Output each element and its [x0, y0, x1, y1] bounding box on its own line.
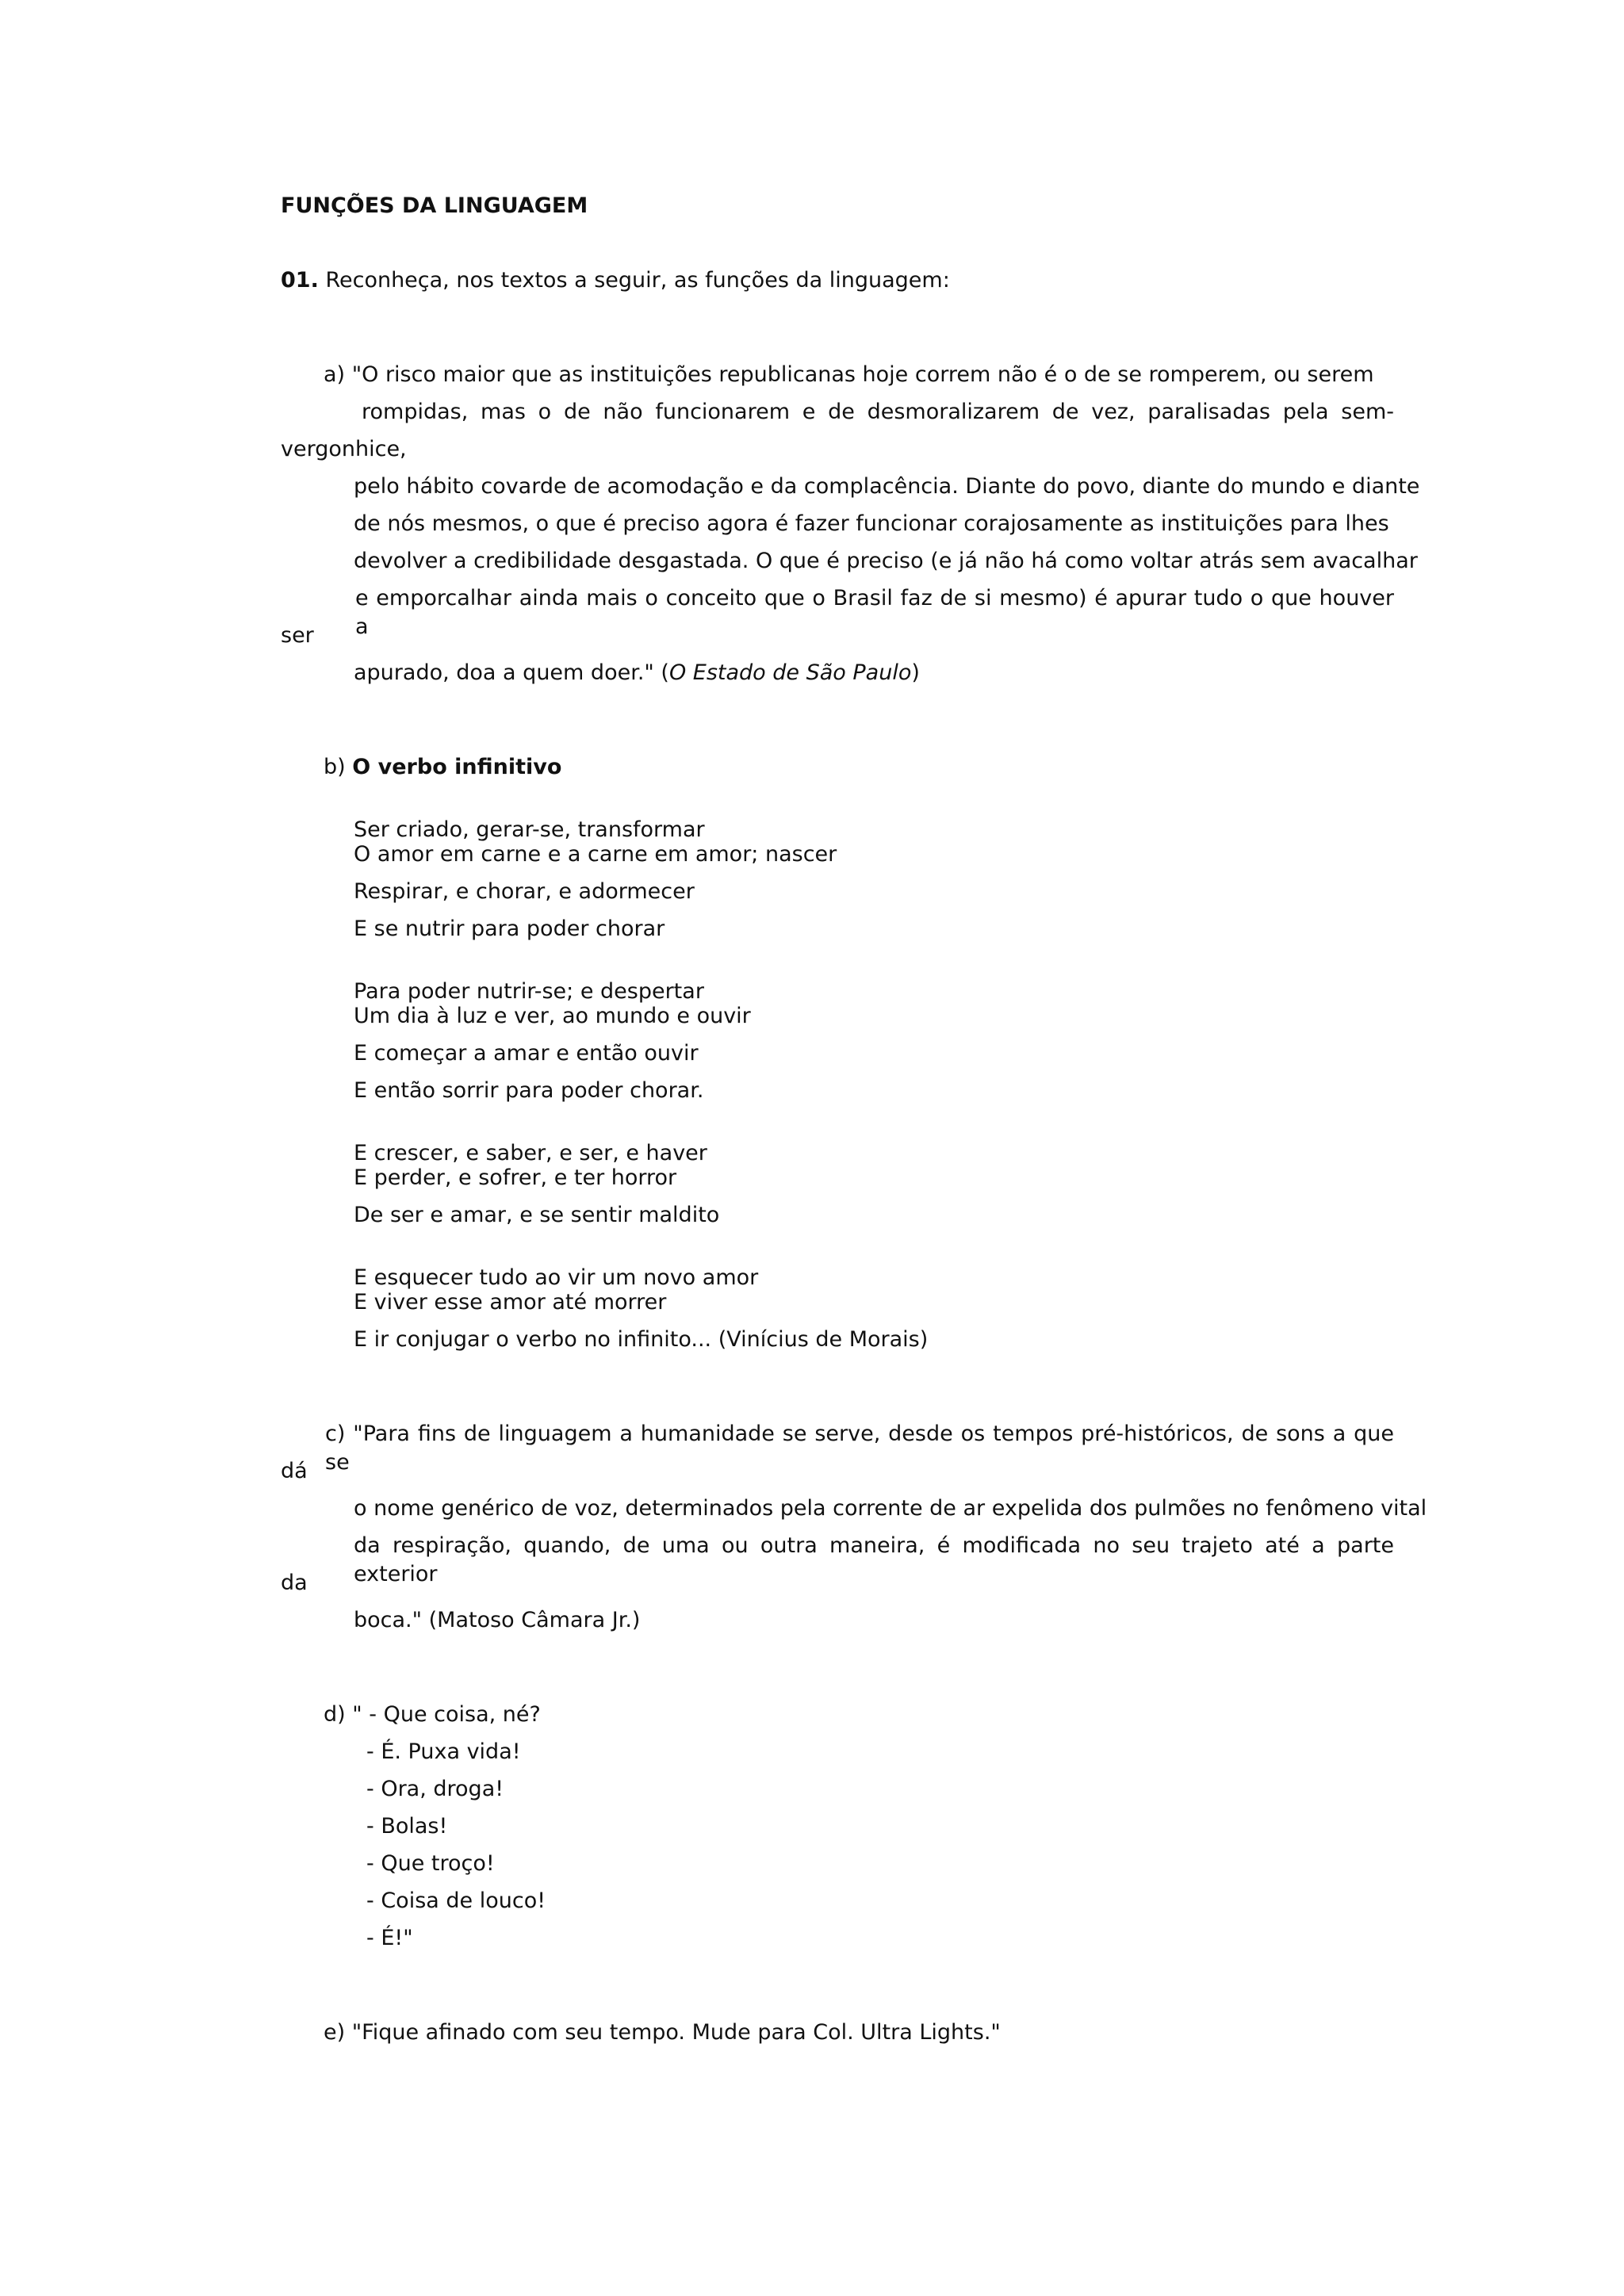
- item-c-line-6: boca." (Matoso Câmara Jr.): [354, 1608, 641, 1632]
- item-b-label: b): [324, 755, 346, 779]
- item-d-label: d): [324, 1702, 346, 1727]
- poem-line: E ir conjugar o verbo no infinito... (Vinícius de Morais): [354, 1327, 929, 1352]
- poem-line: E perder, e sofrer, e ter horror: [354, 1165, 677, 1190]
- page-title: FUNÇÕES DA LINGUAGEM: [281, 193, 588, 218]
- dialogue-line: " - Que coisa, né?: [352, 1702, 541, 1727]
- item-a-line-2: rompidas, mas o de não funcionarem e de desmoralizarem de vez, paralisadas pela sem-: [362, 400, 1394, 424]
- item-e-text: "Fique afinado com seu tempo. Mude para Col. Ultra Lights.": [351, 2020, 1001, 2045]
- item-a-line-9: [354, 659, 920, 687]
- dialogue-line: - É. Puxa vida!: [366, 1739, 521, 1764]
- poem-line: E se nutrir para poder chorar: [354, 916, 665, 941]
- question-text: Reconheça, nos textos a seguir, as funções da linguagem:: [325, 268, 950, 293]
- item-a-line-6: devolver a credibilidade desgastada. O que é preciso (e já não há como voltar atrás sem avacalhar: [354, 549, 1418, 573]
- item-a-line-3: vergonhice,: [281, 437, 407, 461]
- poem-line: De ser e amar, e se sentir maldito: [354, 1203, 720, 1227]
- poem-line: Respirar, e chorar, e adormecer: [354, 879, 695, 904]
- item-c-line-4: da respiração, quando, de uma ou outra maneira, é modificada no seu trajeto até a parte exterior: [354, 1533, 1394, 1586]
- item-a-line-5: de nós mesmos, o que é preciso agora é fazer funcionar corajosamente as instituições para lhes: [354, 511, 1389, 536]
- item-b-title: O verbo infinitivo: [352, 755, 562, 779]
- item-a-close: ): [911, 660, 920, 685]
- dialogue-line: - Coisa de louco!: [366, 1888, 546, 1913]
- poem-line: Um dia à luz e ver, ao mundo e ouvir: [354, 1004, 751, 1028]
- item-a-line-7: e emporcalhar ainda mais o conceito que o Brasil faz de si mesmo) é apurar tudo o que houver a: [355, 586, 1394, 639]
- item-e-line: [324, 2019, 1001, 2047]
- item-a-source: O Estado de São Paulo: [668, 660, 912, 685]
- item-c-line-3: o nome genérico de voz, determinados pela corrente de ar expelida dos pulmões no fenômeno vital: [354, 1496, 1427, 1521]
- item-a-text-1: "O risco maior que as instituições republicanas hoje correm não é o de se romperem, ou serem: [351, 362, 1374, 387]
- item-c-text-1: "Para fins de linguagem a humanidade se serve, desde os tempos pré-históricos, de sons a que se: [325, 1422, 1395, 1475]
- item-a-text-9: apurado, doa a quem doer." (: [354, 660, 669, 685]
- item-b-header: [324, 753, 561, 782]
- item-c-line-5: da: [281, 1571, 308, 1595]
- poem-line: Para poder nutrir-se; e despertar: [354, 979, 704, 1004]
- question-line: [281, 266, 950, 295]
- dialogue-line: - Que troço!: [366, 1851, 495, 1876]
- poem-line: E crescer, e saber, e ser, e haver: [354, 1141, 707, 1165]
- question-number: 01.: [281, 268, 319, 293]
- dialogue-line: - É!": [366, 1926, 413, 1950]
- item-a-line-8: ser: [281, 623, 314, 648]
- item-c-line-2: dá: [281, 1459, 308, 1483]
- dialogue-line: - Bolas!: [366, 1814, 448, 1839]
- poem-line: E esquecer tudo ao vir um novo amor: [354, 1265, 759, 1290]
- item-c-label: c): [325, 1422, 346, 1446]
- poem-line: E então sorrir para poder chorar.: [354, 1078, 704, 1103]
- item-e-label: e): [324, 2020, 346, 2045]
- poem-line: Ser criado, gerar-se, transformar: [354, 817, 705, 842]
- item-a-line-1: [324, 361, 1374, 389]
- dialogue-line: - Ora, droga!: [366, 1777, 504, 1801]
- item-d-line-1: [324, 1701, 541, 1729]
- poem-line: O amor em carne e a carne em amor; nascer: [354, 842, 837, 867]
- poem-line: E viver esse amor até morrer: [354, 1290, 667, 1314]
- item-a-label: a): [324, 362, 346, 387]
- item-a-line-4: pelo hábito covarde de acomodação e da complacência. Diante do povo, diante do mundo e diante: [354, 474, 1420, 499]
- item-c-line-1: [325, 1420, 1394, 1477]
- poem-line: E começar a amar e então ouvir: [354, 1041, 699, 1066]
